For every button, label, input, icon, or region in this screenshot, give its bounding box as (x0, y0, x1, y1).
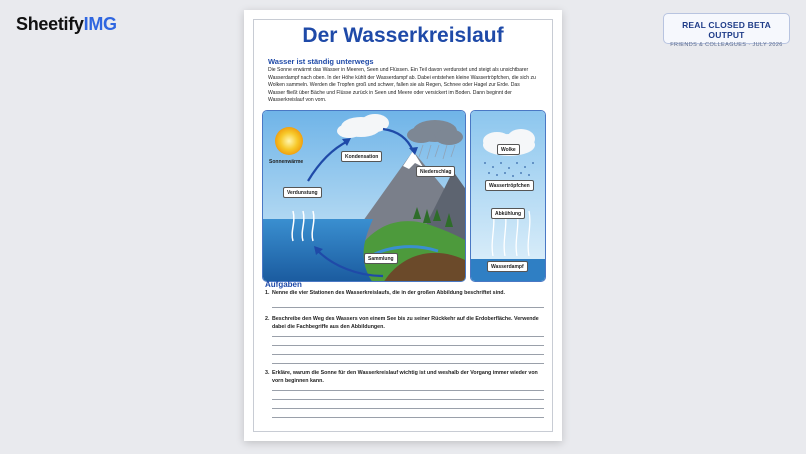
beta-badge (663, 13, 790, 48)
label-sammlung: Sammlung (364, 253, 398, 264)
task-1-text: Nenne die vier Stationen des Wasserkreislaufs, die in der großen Abbildung beschriftet sind. (272, 290, 506, 296)
condensation-illustration (470, 110, 546, 282)
label-abkuehlung: Abkühlung (491, 208, 525, 219)
answer-line (272, 336, 544, 337)
tasks-heading: Aufgaben (265, 280, 302, 289)
answer-line (272, 408, 544, 409)
beta-badge-subtitle: FRIENDS & COLLEAGUES · JULY 2026 (670, 42, 783, 48)
answer-line (272, 354, 544, 355)
label-wasserdampf: Wasserdampf (487, 261, 528, 272)
task-3-number: 3. (265, 370, 270, 376)
worksheet-intro-text: Die Sonne erwärmt das Wasser in Meeren, Seen und Flüssen. Ein Teil davon verdunstet und steigt als unsichtbarer Wasserdampf nach oben. In der Höhe kühlt der Wasserdampf ab. Dabei entstehen kleine Wassertröpfchen, die sich zu Wolken sammeln. Werden die Tropfen groß und schwer, fallen sie als Regen, Schnee oder Hagel zur Erde. Das Wasser fließt über Bäche und Flüsse zurück in Seen und Meere oder versickert im Boden. Dann beginnt der Wasserkreislauf von vorn. (268, 67, 536, 104)
answer-line (272, 417, 544, 418)
label-sonnenwaerme: Sonnenwärme (269, 159, 304, 165)
sun-icon (275, 127, 303, 155)
task-2 (265, 316, 542, 331)
brand-name: Sheetify (16, 14, 84, 34)
worksheet-title: Der Wasserkreislauf (302, 24, 504, 47)
brand-name-accent: IMG (83, 14, 117, 34)
label-wassertroepfchen: Wassertröpfchen (485, 180, 534, 191)
worksheet-page (244, 10, 562, 441)
task-1-number: 1. (265, 290, 270, 296)
answer-line (272, 345, 544, 346)
worksheet-subheading: Wasser ist ständig unterwegs (268, 57, 374, 66)
answer-line (272, 399, 544, 400)
water-cycle-illustration (262, 110, 466, 282)
label-kondensation: Kondensation (341, 151, 382, 162)
label-verdunstung: Verdunstung (283, 187, 322, 198)
condensation-scene (471, 111, 546, 282)
beta-badge-title: REAL CLOSED BETA OUTPUT (682, 20, 771, 40)
task-3 (265, 370, 542, 385)
label-wolke: Wolke (497, 144, 520, 155)
task-2-number: 2. (265, 316, 270, 322)
brand-logo (16, 14, 117, 35)
task-3-text: Erkläre, warum die Sonne für den Wasserkreislauf wichtig ist und weshalb der Vorgang immer wieder von vorn beginnen kann. (272, 370, 538, 384)
task-2-text: Beschreibe den Weg des Wassers von einem See bis zu seiner Rückkehr auf die Erdoberfläche. Verwende dabei die Fachbegriffe aus den Abbildungen. (272, 316, 539, 330)
task-1 (265, 290, 542, 298)
answer-line (272, 390, 544, 391)
label-niederschlag: Niederschlag (416, 166, 455, 177)
answer-line (272, 307, 544, 308)
answer-line (272, 363, 544, 364)
